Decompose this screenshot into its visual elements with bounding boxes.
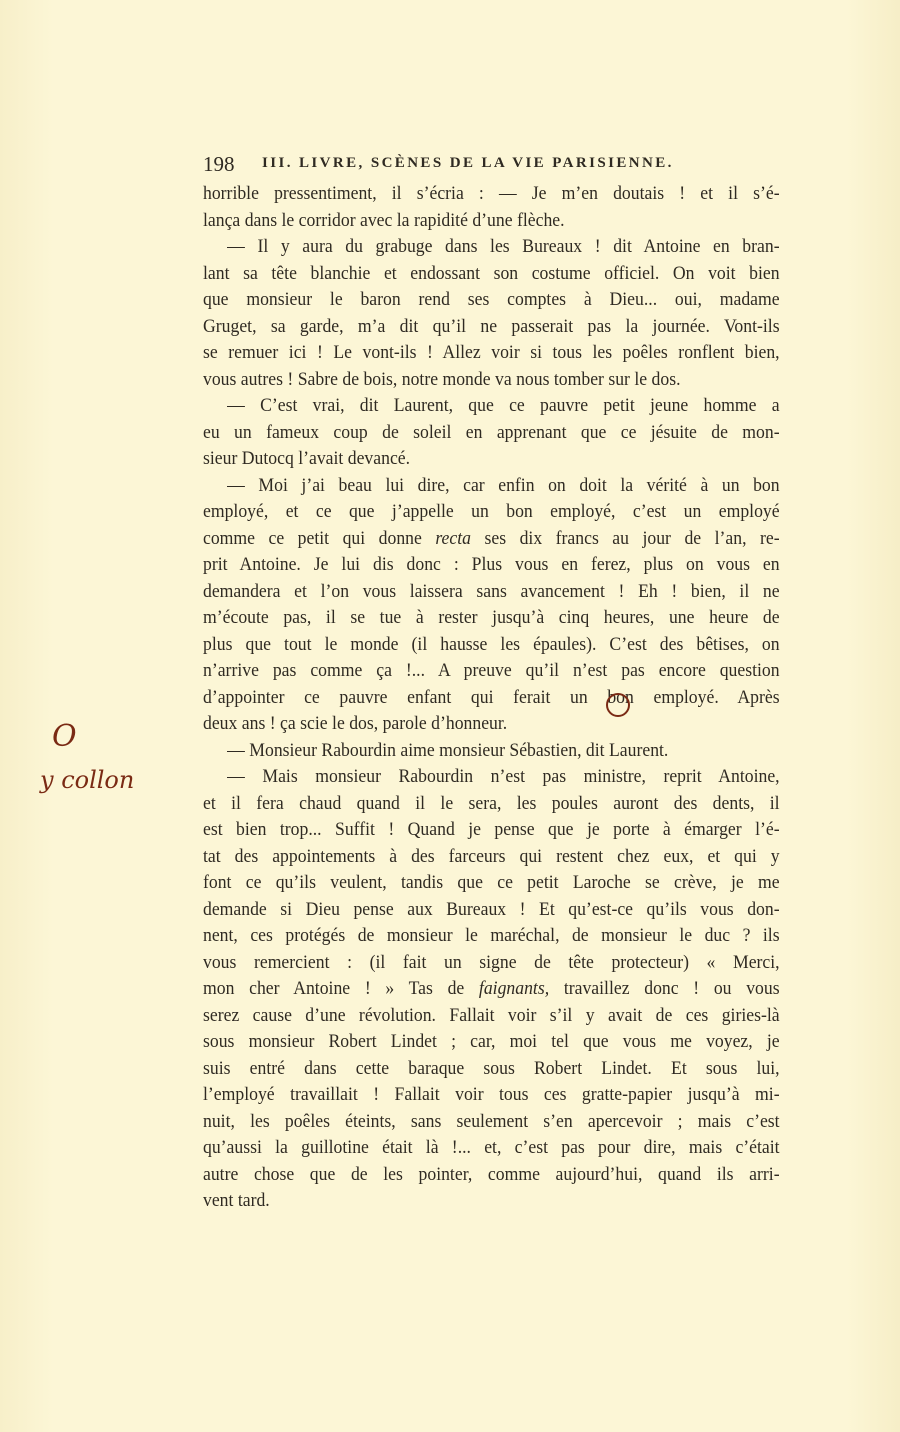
text-segment: font ce qu’ils veulent, tandis que ce petit Laroche se crève, je me	[203, 872, 780, 893]
handwritten-mark: O	[52, 719, 77, 754]
text-segment: ses dix francs au jour de l’an, re-	[470, 527, 780, 549]
text-segment: d’appointer ce pauvre enfant qui ferait un bon employé. Après	[203, 686, 780, 708]
text-line	[203, 446, 780, 473]
text-segment: travaillez donc ! ou vous	[549, 978, 780, 999]
text-segment: est bien trop... Suffit ! Quand je pense que je porte à émarger l’é-	[203, 819, 780, 840]
text-segment: employé, et ce que j’appelle un bon employé, c’est un employé	[203, 501, 780, 522]
text-line	[203, 499, 780, 526]
text-line	[203, 314, 780, 341]
text-segment: n’arrive pas comme ça !... A preuve qu’il n’est pas encore question	[203, 660, 780, 681]
text-segment: se remuer ici ! Le vont-ils ! Allez voir si tous les poêles ronflent bien,	[203, 342, 780, 363]
text-line	[203, 579, 780, 606]
text-line	[203, 234, 780, 261]
text-segment: serez cause d’une révolution. Fallait voir s’il y avait de ces giries-là	[203, 1004, 780, 1026]
text-line	[203, 287, 780, 314]
text-segment: nent, ces protégés de monsieur le maréchal, de monsieur le duc ? ils	[203, 925, 780, 946]
text-line	[203, 1082, 780, 1109]
text-segment: vous remercient : (il fait un signe de tête protecteur) « Merci,	[203, 951, 780, 973]
text-segment: demandera et l’on vous laissera sans avancement ! Eh ! bien, il ne	[203, 580, 780, 602]
text-segment: vent tard.	[203, 1190, 270, 1211]
text-line	[203, 1162, 780, 1189]
text-segment: qu’aussi la guillotine était là !... et, c’est pas pour dire, mais c’était	[203, 1137, 780, 1158]
italic-text: faignants,	[478, 978, 550, 999]
text-line	[203, 393, 780, 420]
text-line	[203, 181, 780, 208]
text-segment: — Monsieur Rabourdin aime monsieur Sébastien, dit Laurent.	[227, 739, 669, 761]
text-segment: — Mais monsieur Rabourdin n’est pas ministre, reprit Antoine,	[227, 766, 780, 787]
text-segment: autre chose que de les pointer, comme aujourd’hui, quand ils arri-	[203, 1163, 780, 1185]
text-segment: sous monsieur Robert Lindet ; car, moi tel que vous me voyez, je	[203, 1031, 780, 1052]
text-line	[203, 1056, 780, 1083]
text-line	[203, 844, 780, 871]
text-line	[203, 976, 780, 1003]
text-segment: plus que tout le monde (il hausse les épaules). C’est des bêtises, on	[203, 633, 780, 655]
text-segment: m’écoute pas, il se tue à rester jusqu’à cinq heures, une heure de	[203, 607, 780, 628]
text-line	[203, 764, 780, 791]
text-segment: que monsieur le baron rend ses comptes à Dieu... oui, madame	[203, 289, 780, 310]
text-segment: — Il y aura du grabuge dans les Bureaux ! dit Antoine en bran-	[227, 236, 780, 257]
text-segment: deux ans ! ça scie le dos, parole d’honneur.	[203, 713, 508, 734]
text-segment: et il fera chaud quand il le sera, les poules auront des dents, il	[203, 792, 780, 814]
text-segment: suis entré dans cette baraque sous Robert Lindet. Et sous lui,	[203, 1057, 780, 1079]
text-line	[203, 208, 780, 235]
text-segment: mon cher Antoine ! » Tas de	[203, 978, 479, 999]
text-line	[203, 1029, 780, 1056]
text-line	[203, 261, 780, 288]
text-line	[203, 552, 780, 579]
text-line	[203, 1109, 780, 1136]
body-text	[203, 181, 780, 1215]
text-segment: eu un fameux coup de soleil en apprenant que ce jésuite de mon-	[203, 421, 780, 443]
text-line	[203, 473, 780, 500]
text-segment: comme ce petit qui donne	[203, 527, 436, 549]
running-title: III. LIVRE, SCÈNES DE LA VIE PARISIENNE.	[262, 155, 674, 171]
text-segment: lant sa tête blanchie et endossant son costume officiel. On voit bien	[203, 262, 780, 284]
handwritten-annotation: y collon	[40, 766, 135, 794]
text-line	[203, 711, 780, 738]
text-line	[203, 340, 780, 367]
text-line	[203, 738, 780, 765]
text-line	[203, 1135, 780, 1162]
text-line	[203, 870, 780, 897]
text-segment: — Moi j’ai beau lui dire, car enfin on doit la vérité à un bon	[227, 474, 780, 496]
text-segment: tat des appointements à des farceurs qui restent chez eux, et qui y	[203, 845, 780, 867]
text-line	[203, 817, 780, 844]
text-segment: Gruget, sa garde, m’a dit qu’il ne passerait pas la journée. Vont-ils	[203, 315, 780, 337]
text-segment: prit Antoine. Je lui dis donc : Plus vous en ferez, plus on vous en	[203, 554, 780, 575]
text-segment: lança dans le corridor avec la rapidité d’une flèche.	[203, 209, 565, 231]
text-line	[203, 923, 780, 950]
text-line	[203, 1003, 780, 1030]
italic-text: recta	[435, 527, 471, 549]
text-segment: nuit, les poêles éteints, sans seulement s’en apercevoir ; mais c’est	[203, 1110, 780, 1132]
text-line	[203, 632, 780, 659]
page-number: 198	[203, 152, 235, 176]
text-line	[203, 1188, 780, 1215]
text-line	[203, 420, 780, 447]
text-line	[203, 526, 780, 553]
text-line	[203, 897, 780, 924]
text-line	[203, 367, 780, 394]
text-segment: horrible pressentiment, il s’écria : — Je m’en doutais ! et il s’é-	[203, 183, 780, 204]
text-line	[203, 605, 780, 632]
text-line	[203, 685, 780, 712]
handwritten-circle-mark	[606, 693, 630, 717]
text-line	[203, 791, 780, 818]
text-segment: l’employé travaillait ! Fallait voir tous ces gratte-papier jusqu’à mi-	[203, 1084, 780, 1105]
text-segment: vous autres ! Sabre de bois, notre monde va nous tomber sur le dos.	[203, 368, 681, 390]
page-header	[203, 152, 780, 178]
text-segment: — C’est vrai, dit Laurent, que ce pauvre petit jeune homme a	[227, 395, 780, 416]
text-line	[203, 950, 780, 977]
text-segment: demande si Dieu pense aux Bureaux ! Et qu’est-ce qu’ils vous don-	[203, 898, 780, 920]
text-segment: sieur Dutocq l’avait devancé.	[203, 448, 411, 469]
text-line	[203, 658, 780, 685]
